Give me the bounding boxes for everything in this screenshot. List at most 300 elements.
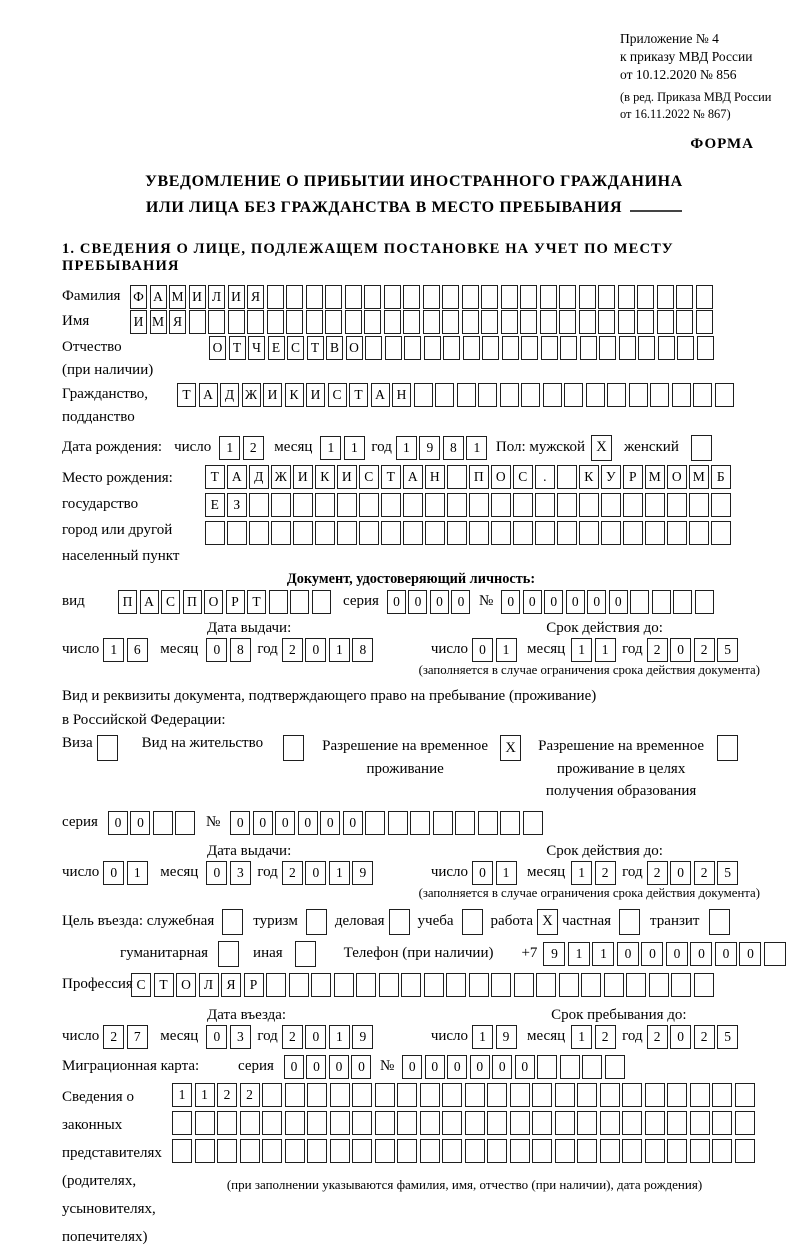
form-cell[interactable] [403, 285, 420, 309]
form-cell[interactable] [555, 1139, 575, 1163]
form-cell[interactable] [657, 285, 674, 309]
form-cell[interactable] [403, 493, 423, 517]
form-cell[interactable] [599, 336, 616, 360]
form-cell[interactable]: П [183, 590, 202, 614]
residence-number-cells[interactable] [230, 811, 545, 835]
form-cell[interactable] [334, 973, 354, 997]
form-cell[interactable]: 0 [515, 1055, 535, 1079]
form-cell[interactable] [315, 521, 335, 545]
form-cell[interactable]: 3 [230, 1025, 251, 1049]
form-cell[interactable]: Т [154, 973, 174, 997]
form-cell[interactable] [228, 310, 245, 334]
form-cell[interactable] [735, 1111, 755, 1135]
form-cell[interactable] [469, 973, 489, 997]
form-cell[interactable] [423, 310, 440, 334]
form-cell[interactable]: О [667, 465, 687, 489]
doc-issue-month-cells[interactable] [206, 638, 253, 662]
form-cell[interactable]: А [371, 383, 390, 407]
form-cell[interactable] [622, 1111, 642, 1135]
form-cell[interactable] [375, 1111, 395, 1135]
form-cell[interactable] [375, 1139, 395, 1163]
form-cell[interactable] [286, 285, 303, 309]
form-cell[interactable] [345, 285, 362, 309]
form-cell[interactable]: 2 [647, 638, 668, 662]
form-cell[interactable]: 0 [641, 942, 663, 966]
form-cell[interactable]: З [227, 493, 247, 517]
form-cell[interactable] [435, 383, 454, 407]
form-cell[interactable] [532, 1083, 552, 1107]
form-cell[interactable]: 8 [230, 638, 251, 662]
form-cell[interactable] [414, 383, 433, 407]
form-cell[interactable]: 0 [230, 811, 250, 835]
form-cell[interactable]: 1 [496, 861, 517, 885]
purpose-study-checkbox[interactable] [462, 909, 483, 935]
form-cell[interactable] [555, 1111, 575, 1135]
form-cell[interactable] [442, 1111, 462, 1135]
stay-day-cells[interactable] [472, 1025, 519, 1049]
form-cell[interactable]: О [346, 336, 363, 360]
form-cell[interactable] [491, 493, 511, 517]
form-cell[interactable] [622, 1139, 642, 1163]
form-cell[interactable]: 0 [609, 590, 628, 614]
form-cell[interactable] [637, 285, 654, 309]
form-cell[interactable] [520, 310, 537, 334]
form-cell[interactable] [337, 493, 357, 517]
form-cell[interactable] [285, 1111, 305, 1135]
form-cell[interactable] [465, 1139, 485, 1163]
stay-year-cells[interactable] [647, 1025, 741, 1049]
form-cell[interactable] [175, 811, 195, 835]
form-cell[interactable]: Д [220, 383, 239, 407]
form-cell[interactable] [667, 1111, 687, 1135]
form-cell[interactable]: Д [249, 465, 269, 489]
form-cell[interactable]: Ч [248, 336, 265, 360]
form-cell[interactable] [667, 1083, 687, 1107]
form-cell[interactable] [289, 973, 309, 997]
form-cell[interactable] [540, 310, 557, 334]
form-cell[interactable] [359, 493, 379, 517]
form-cell[interactable]: 0 [492, 1055, 512, 1079]
form-cell[interactable] [325, 285, 342, 309]
form-cell[interactable] [442, 310, 459, 334]
form-cell[interactable] [240, 1139, 260, 1163]
form-cell[interactable] [677, 336, 694, 360]
form-cell[interactable]: 0 [329, 1055, 349, 1079]
form-cell[interactable]: А [140, 590, 159, 614]
purpose-business-checkbox[interactable] [389, 909, 410, 935]
form-cell[interactable]: 2 [694, 861, 715, 885]
doc-valid-month-cells[interactable] [571, 638, 618, 662]
form-cell[interactable]: 0 [206, 861, 227, 885]
temp-residence-checkbox[interactable]: X [500, 735, 521, 761]
form-cell[interactable]: 0 [275, 811, 295, 835]
form-cell[interactable]: 9 [543, 942, 565, 966]
form-cell[interactable] [311, 973, 331, 997]
form-cell[interactable] [491, 521, 511, 545]
form-cell[interactable] [267, 285, 284, 309]
form-cell[interactable] [469, 521, 489, 545]
form-cell[interactable] [397, 1139, 417, 1163]
form-cell[interactable]: С [287, 336, 304, 360]
form-cell[interactable] [689, 521, 709, 545]
form-cell[interactable]: А [150, 285, 167, 309]
form-cell[interactable] [601, 521, 621, 545]
form-cell[interactable]: 1 [466, 436, 487, 460]
doc-number-cells[interactable] [501, 590, 716, 614]
form-cell[interactable]: 1 [571, 861, 592, 885]
form-cell[interactable] [491, 973, 511, 997]
form-cell[interactable] [500, 811, 520, 835]
form-cell[interactable]: 0 [305, 861, 326, 885]
form-cell[interactable] [307, 1139, 327, 1163]
form-cell[interactable] [577, 1111, 597, 1135]
form-cell[interactable] [337, 521, 357, 545]
form-cell[interactable] [579, 310, 596, 334]
form-cell[interactable] [645, 1139, 665, 1163]
form-cell[interactable]: 0 [566, 590, 585, 614]
form-cell[interactable]: 2 [595, 861, 616, 885]
form-cell[interactable] [447, 521, 467, 545]
form-cell[interactable] [446, 973, 466, 997]
form-cell[interactable] [420, 1111, 440, 1135]
form-cell[interactable] [695, 590, 714, 614]
form-cell[interactable] [559, 285, 576, 309]
form-cell[interactable] [557, 465, 577, 489]
form-cell[interactable] [638, 336, 655, 360]
form-cell[interactable] [690, 1111, 710, 1135]
form-cell[interactable]: 0 [206, 1025, 227, 1049]
purpose-other-checkbox[interactable] [295, 941, 316, 967]
given-name-cells[interactable] [130, 310, 715, 334]
form-cell[interactable] [420, 1139, 440, 1163]
form-cell[interactable]: С [359, 465, 379, 489]
form-cell[interactable] [249, 493, 269, 517]
form-cell[interactable] [601, 493, 621, 517]
form-cell[interactable] [462, 285, 479, 309]
form-cell[interactable] [532, 1111, 552, 1135]
form-cell[interactable] [425, 493, 445, 517]
entry-month-cells[interactable] [206, 1025, 253, 1049]
form-cell[interactable] [385, 336, 402, 360]
form-cell[interactable] [712, 1111, 732, 1135]
form-cell[interactable] [443, 336, 460, 360]
form-cell[interactable]: Т [229, 336, 246, 360]
form-cell[interactable] [433, 811, 453, 835]
form-cell[interactable]: 1 [496, 638, 517, 662]
form-cell[interactable] [403, 310, 420, 334]
form-cell[interactable]: 0 [408, 590, 427, 614]
form-cell[interactable]: 7 [127, 1025, 148, 1049]
form-cell[interactable] [384, 310, 401, 334]
form-cell[interactable] [513, 521, 533, 545]
form-cell[interactable]: 1 [571, 1025, 592, 1049]
form-cell[interactable] [523, 811, 543, 835]
form-cell[interactable]: 0 [430, 590, 449, 614]
form-cell[interactable] [600, 1139, 620, 1163]
form-cell[interactable]: 1 [571, 638, 592, 662]
form-cell[interactable] [637, 310, 654, 334]
form-cell[interactable] [535, 521, 555, 545]
form-cell[interactable] [557, 493, 577, 517]
form-cell[interactable] [172, 1139, 192, 1163]
form-cell[interactable] [676, 285, 693, 309]
form-cell[interactable]: 0 [253, 811, 273, 835]
form-cell[interactable] [657, 310, 674, 334]
form-cell[interactable] [696, 285, 713, 309]
form-cell[interactable] [671, 973, 691, 997]
form-cell[interactable] [205, 521, 225, 545]
form-cell[interactable]: 0 [402, 1055, 422, 1079]
form-cell[interactable]: Т [205, 465, 225, 489]
form-cell[interactable] [330, 1083, 350, 1107]
form-cell[interactable] [560, 336, 577, 360]
form-cell[interactable]: 2 [240, 1083, 260, 1107]
form-cell[interactable] [487, 1111, 507, 1135]
form-cell[interactable]: Т [177, 383, 196, 407]
form-cell[interactable] [619, 336, 636, 360]
form-cell[interactable] [153, 811, 173, 835]
form-cell[interactable] [711, 521, 731, 545]
form-cell[interactable] [462, 310, 479, 334]
form-cell[interactable] [607, 383, 626, 407]
form-cell[interactable] [605, 1055, 625, 1079]
form-cell[interactable] [330, 1139, 350, 1163]
residence-valid-year-cells[interactable] [647, 861, 741, 885]
form-cell[interactable] [307, 1111, 327, 1135]
birth-month-cells[interactable] [320, 436, 367, 460]
form-cell[interactable] [293, 493, 313, 517]
form-cell[interactable] [535, 493, 555, 517]
form-cell[interactable] [711, 493, 731, 517]
form-cell[interactable] [352, 1083, 372, 1107]
form-cell[interactable] [715, 383, 734, 407]
form-cell[interactable]: 0 [298, 811, 318, 835]
form-cell[interactable] [208, 310, 225, 334]
form-cell[interactable] [598, 285, 615, 309]
form-cell[interactable]: 0 [617, 942, 639, 966]
form-cell[interactable]: О [491, 465, 511, 489]
form-cell[interactable]: 9 [419, 436, 440, 460]
form-cell[interactable] [307, 1083, 327, 1107]
form-cell[interactable] [543, 383, 562, 407]
form-cell[interactable] [397, 1111, 417, 1135]
form-cell[interactable]: А [227, 465, 247, 489]
form-cell[interactable] [559, 310, 576, 334]
form-cell[interactable]: Н [425, 465, 445, 489]
form-cell[interactable] [401, 973, 421, 997]
form-cell[interactable] [650, 383, 669, 407]
form-cell[interactable] [172, 1111, 192, 1135]
form-cell[interactable]: 0 [306, 1055, 326, 1079]
form-cell[interactable] [510, 1139, 530, 1163]
profession-cells[interactable] [131, 973, 716, 997]
form-cell[interactable] [306, 285, 323, 309]
form-cell[interactable] [457, 383, 476, 407]
purpose-private-checkbox[interactable] [619, 909, 640, 935]
birth-day-cells[interactable] [219, 436, 266, 460]
form-cell[interactable] [247, 310, 264, 334]
form-cell[interactable]: 1 [103, 638, 124, 662]
form-cell[interactable] [330, 1111, 350, 1135]
form-cell[interactable] [352, 1111, 372, 1135]
surname-cells[interactable] [130, 285, 715, 309]
form-cell[interactable] [365, 811, 385, 835]
form-cell[interactable] [541, 336, 558, 360]
form-cell[interactable]: Б [711, 465, 731, 489]
form-cell[interactable] [502, 336, 519, 360]
form-cell[interactable]: 1 [344, 436, 365, 460]
form-cell[interactable]: Р [623, 465, 643, 489]
form-cell[interactable] [536, 973, 556, 997]
doc-valid-year-cells[interactable] [647, 638, 741, 662]
form-cell[interactable] [600, 1083, 620, 1107]
form-cell[interactable] [481, 285, 498, 309]
form-cell[interactable]: Я [221, 973, 241, 997]
form-cell[interactable] [424, 336, 441, 360]
form-cell[interactable] [267, 310, 284, 334]
form-cell[interactable]: 2 [595, 1025, 616, 1049]
form-cell[interactable] [623, 521, 643, 545]
form-cell[interactable]: Р [226, 590, 245, 614]
form-cell[interactable] [667, 521, 687, 545]
form-cell[interactable]: 0 [103, 861, 124, 885]
form-cell[interactable]: М [645, 465, 665, 489]
form-cell[interactable]: О [209, 336, 226, 360]
form-cell[interactable]: Р [244, 973, 264, 997]
form-cell[interactable]: П [469, 465, 489, 489]
form-cell[interactable] [388, 811, 408, 835]
doc-valid-day-cells[interactable] [472, 638, 519, 662]
form-cell[interactable]: 1 [568, 942, 590, 966]
form-cell[interactable]: И [337, 465, 357, 489]
form-cell[interactable]: Т [307, 336, 324, 360]
form-cell[interactable] [672, 383, 691, 407]
form-cell[interactable]: 2 [217, 1083, 237, 1107]
form-cell[interactable]: 1 [329, 861, 350, 885]
form-cell[interactable]: 0 [305, 1025, 326, 1049]
form-cell[interactable]: 0 [670, 861, 691, 885]
form-cell[interactable] [604, 973, 624, 997]
form-cell[interactable] [269, 590, 288, 614]
form-cell[interactable]: 0 [715, 942, 737, 966]
form-cell[interactable]: К [315, 465, 335, 489]
form-cell[interactable] [689, 493, 709, 517]
form-cell[interactable]: . [535, 465, 555, 489]
form-cell[interactable] [487, 1083, 507, 1107]
form-cell[interactable] [598, 310, 615, 334]
form-cell[interactable] [397, 1083, 417, 1107]
form-cell[interactable] [195, 1111, 215, 1135]
form-cell[interactable]: О [176, 973, 196, 997]
form-cell[interactable] [645, 1111, 665, 1135]
form-cell[interactable] [442, 1139, 462, 1163]
form-cell[interactable]: М [169, 285, 186, 309]
form-cell[interactable] [696, 310, 713, 334]
form-cell[interactable]: 0 [206, 638, 227, 662]
purpose-transit-checkbox[interactable] [709, 909, 730, 935]
form-cell[interactable] [286, 310, 303, 334]
form-cell[interactable]: 8 [443, 436, 464, 460]
form-cell[interactable]: 0 [284, 1055, 304, 1079]
form-cell[interactable]: А [403, 465, 423, 489]
form-cell[interactable]: О [204, 590, 223, 614]
form-cell[interactable]: И [263, 383, 282, 407]
form-cell[interactable] [364, 285, 381, 309]
form-cell[interactable] [694, 973, 714, 997]
purpose-work-checkbox[interactable]: X [537, 909, 558, 935]
form-cell[interactable]: С [131, 973, 151, 997]
form-cell[interactable] [262, 1111, 282, 1135]
form-cell[interactable]: 2 [282, 861, 303, 885]
form-cell[interactable] [645, 521, 665, 545]
form-cell[interactable]: 0 [690, 942, 712, 966]
residence-valid-day-cells[interactable] [472, 861, 519, 885]
form-cell[interactable] [626, 973, 646, 997]
form-cell[interactable] [195, 1139, 215, 1163]
form-cell[interactable] [217, 1139, 237, 1163]
form-cell[interactable] [271, 493, 291, 517]
form-cell[interactable] [521, 383, 540, 407]
form-cell[interactable]: 0 [587, 590, 606, 614]
form-cell[interactable] [481, 310, 498, 334]
form-cell[interactable]: А [199, 383, 218, 407]
form-cell[interactable] [622, 1083, 642, 1107]
migration-number-cells[interactable] [402, 1055, 627, 1079]
form-cell[interactable] [579, 521, 599, 545]
residence-issue-day-cells[interactable] [103, 861, 150, 885]
form-cell[interactable] [513, 493, 533, 517]
form-cell[interactable]: 5 [717, 1025, 738, 1049]
form-cell[interactable] [618, 310, 635, 334]
form-cell[interactable]: 1 [127, 861, 148, 885]
form-cell[interactable] [557, 521, 577, 545]
form-cell[interactable] [712, 1083, 732, 1107]
form-cell[interactable]: 6 [127, 638, 148, 662]
form-cell[interactable] [520, 285, 537, 309]
representatives-cells-row2[interactable] [172, 1111, 757, 1135]
form-cell[interactable] [501, 285, 518, 309]
form-cell[interactable] [652, 590, 671, 614]
doc-issue-day-cells[interactable] [103, 638, 150, 662]
form-cell[interactable]: Ж [271, 465, 291, 489]
form-cell[interactable] [420, 1083, 440, 1107]
form-cell[interactable] [690, 1083, 710, 1107]
representatives-cells-row1[interactable] [172, 1083, 757, 1107]
form-cell[interactable]: Я [169, 310, 186, 334]
citizenship-cells[interactable] [177, 383, 736, 407]
form-cell[interactable]: Т [381, 465, 401, 489]
form-cell[interactable]: 0 [130, 811, 150, 835]
form-cell[interactable] [447, 465, 467, 489]
form-cell[interactable] [359, 521, 379, 545]
form-cell[interactable] [630, 590, 649, 614]
form-cell[interactable]: 0 [425, 1055, 445, 1079]
form-cell[interactable]: М [689, 465, 709, 489]
form-cell[interactable] [375, 1083, 395, 1107]
form-cell[interactable]: 2 [243, 436, 264, 460]
form-cell[interactable] [629, 383, 648, 407]
form-cell[interactable] [249, 521, 269, 545]
form-cell[interactable] [559, 973, 579, 997]
form-cell[interactable] [465, 1083, 485, 1107]
form-cell[interactable] [447, 493, 467, 517]
form-cell[interactable] [465, 1111, 485, 1135]
form-cell[interactable] [510, 1083, 530, 1107]
form-cell[interactable] [582, 1055, 602, 1079]
form-cell[interactable] [425, 521, 445, 545]
form-cell[interactable] [262, 1139, 282, 1163]
form-cell[interactable] [555, 1083, 575, 1107]
